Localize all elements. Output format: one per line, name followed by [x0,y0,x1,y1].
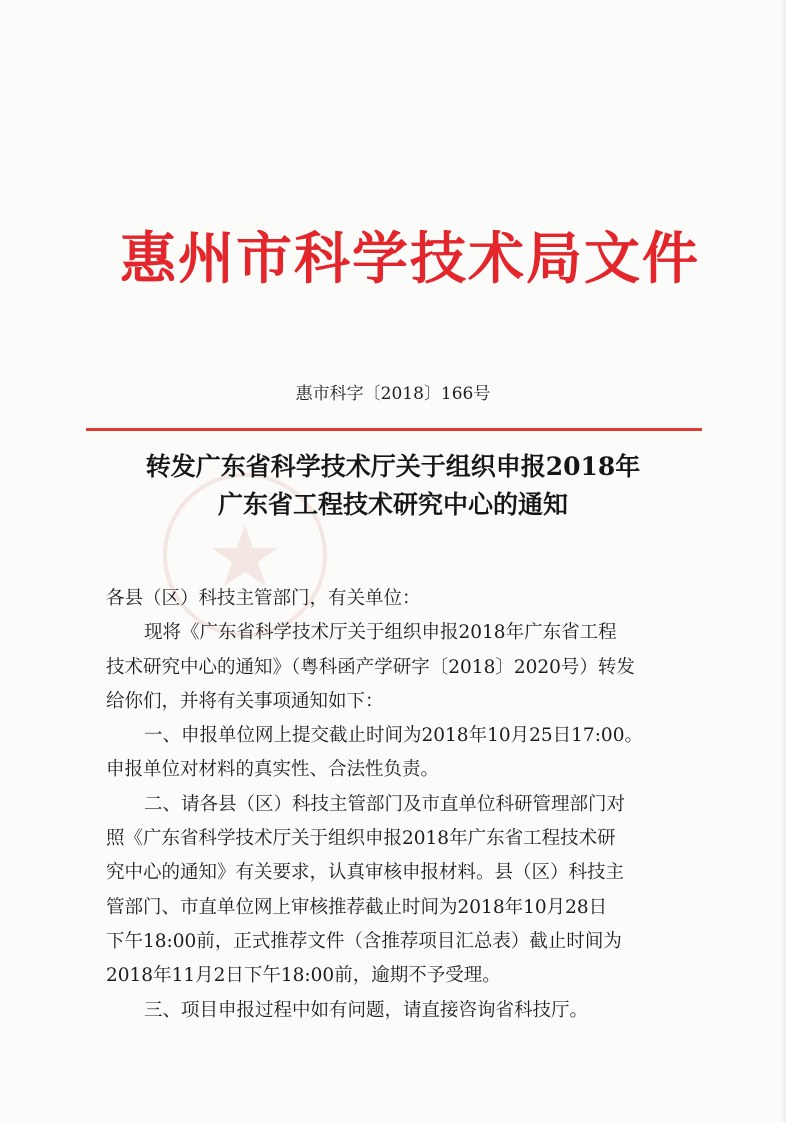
scan-shadow-edge [780,0,786,1122]
document-number: 惠市科字〔2018〕166号 [295,384,491,404]
salutation: 各县（区）科技主管部门，有关单位： [106,588,421,609]
title-line-2: 广东省工程技术研究中心的通知 [217,490,568,519]
body-line: 三、项目申报过程中如有问题，请直接咨询省科技厅。 [144,999,589,1021]
body-line: 究中心的通知》有关要求，认真审核申报材料。县（区）科技主 [106,862,625,884]
body-line: 现将《广东省科学技术厅关于组织申报2018年广东省工程 [144,622,617,644]
body-line: 下午18:00前，正式推荐文件（含推荐项目汇总表）截止时间为 [106,930,622,952]
body-line: 一、申报单位网上提交截止时间为2018年10月25日17:00。 [144,725,643,747]
document-title [60,448,726,524]
body-line: 二、请各县（区）科技主管部门及市直单位科研管理部门对 [144,793,626,815]
document-masthead: 惠州市科学技术局文件 [120,227,700,292]
document-body [106,582,706,1028]
body-line: 管部门、市直单位网上审核推荐截止时间为2018年10月28日 [106,896,608,918]
body-line: 照《广东省科学技术厅关于组织申报2018年广东省工程技术研 [106,828,616,850]
body-line: 技术研究中心的通知》（粤科函产学研字〔2018〕2020号）转发 [106,656,635,678]
body-line: 2018年11月2日下午18:00前，逾期不予受理。 [106,965,501,987]
title-line-1: 转发广东省科学技术厅关于组织申报2018年 [145,452,641,481]
body-line: 给你们，并将有关事项通知如下： [106,690,384,712]
body-line: 申报单位对材料的真实性、合法性负责。 [106,759,440,781]
red-divider-rule [86,428,702,431]
